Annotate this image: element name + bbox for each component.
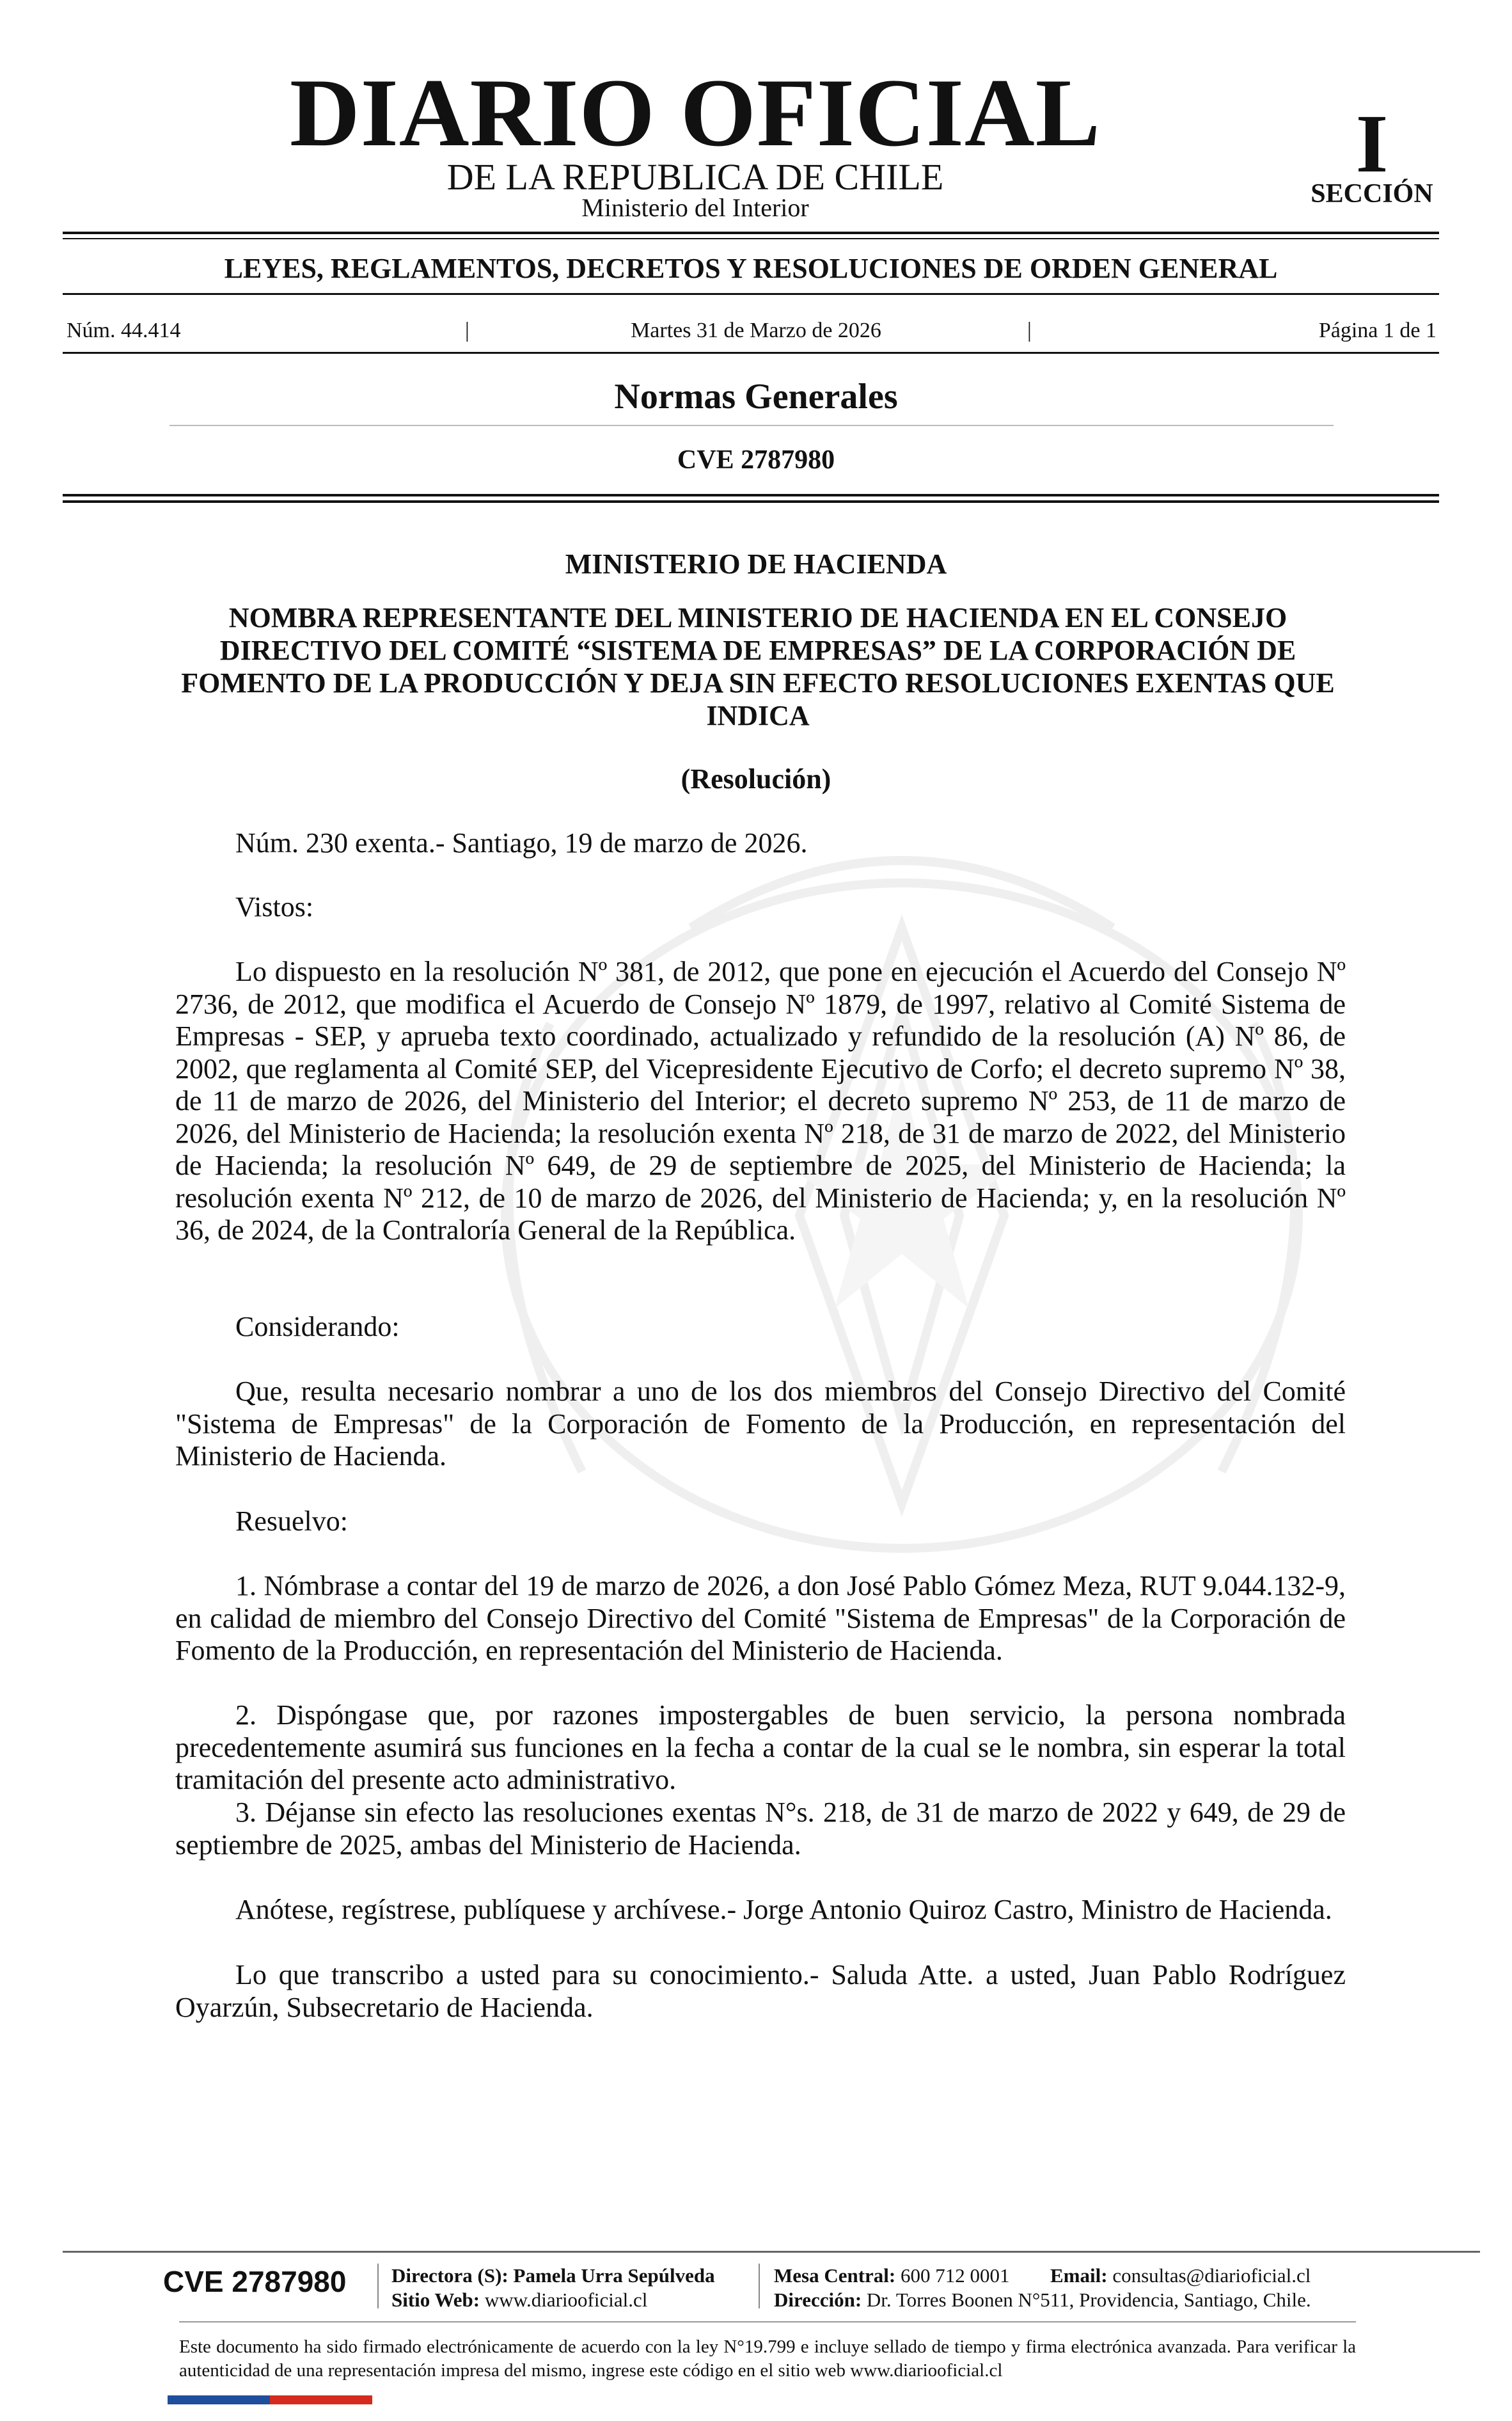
category-band: LEYES, REGLAMENTOS, DECRETOS Y RESOLUCIONES DE ORDEN GENERAL [224,253,1278,284]
considerando-label: Considerando: [235,1311,400,1342]
section-heading-divider [169,425,1334,426]
footer-email [1050,2264,1311,2288]
footer-phone-value: 600 712 0001 [901,2264,1010,2287]
issue-date: Martes 31 de Marzo de 2026 [631,319,881,342]
considerando-paragraph: Que, resulta necesario nombrar a uno de los dos miembros del Consejo Directivo del Comité "Sistema de Empresas" de la Corporación de Fomento de la Producción, en representación del Ministerio de Hacienda. [175,1376,1346,1472]
footer-website [391,2288,647,2312]
resolution-item-2: 2. Dispóngase que, por razones impostergables de buen servicio, la persona nombrada precedentemente asumirá sus funciones en la fecha a contar de la cual se le nombra, sin esperar la total tramitación del presente acto administrativo. [175,1699,1346,1795]
footer-website-label: Sitio Web: [391,2289,480,2311]
masthead-rule-top-thin [63,238,1439,239]
section-label: SECCIÓN [1311,179,1433,209]
footer-phone [774,2264,1010,2288]
meta-separator-2: | [1027,319,1032,342]
footer-email-link[interactable]: consultas@diarioficial.cl [1112,2264,1311,2287]
masthead-subtitle: DE LA REPUBLICA DE CHILE [446,156,944,198]
resuelvo-label: Resuelvo: [235,1505,348,1537]
footer-director-label: Directora (S): [391,2264,508,2287]
footer-note-divider [179,2321,1356,2322]
band-rule [63,293,1439,295]
footer-separator-1 [377,2264,379,2308]
footer-address [774,2288,1311,2312]
header-rule-2 [63,500,1439,503]
meta-separator-1: | [465,319,469,342]
meta-rule [63,352,1439,354]
flag-stripe-red [270,2395,372,2404]
masthead-rule-top [63,232,1439,234]
issue-number: Núm. 44.414 [67,319,181,342]
cve-code: CVE 2787980 [677,445,835,475]
section-number: I [1355,98,1389,190]
resolution-number-line: Núm. 230 exenta.- Santiago, 19 de marzo de 2026. [235,827,808,859]
footer-email-label: Email: [1050,2264,1108,2287]
masthead-ministry: Ministerio del Interior [581,193,809,222]
section-heading: Normas Generales [614,377,898,417]
document-type: (Resolución) [681,763,831,795]
vistos-paragraph: Lo dispuesto en la resolución Nº 381, de 2012, que pone en ejecución el Acuerdo del Consejo Nº 2736, de 2012, que modifica el Acuerdo de Consejo Nº 1879, de 1997, relativo al Comité Sistema de Empresas - SEP, y aprueba texto coordinado, actualizado y refundido de la resolución (A) Nº 86, de 2002, que reglamenta al Comité SEP, del Vicepresidente Ejecutivo de Corfo; el decreto supremo Nº 38, de 11 de marzo de 2026, del Ministerio del Interior; el decreto supremo Nº 253, de 11 de marzo de 2026, del Ministerio de Hacienda; la resolución exenta Nº 218, de 31 de marzo de 2022, del Ministerio de Hacienda; la resolución Nº 649, de 29 de septiembre de 2025, del Ministerio de Hacienda; la resolución exenta Nº 212, de 10 de marzo de 2026, del Ministerio de Hacienda; y, en la resolución Nº 36, de 2024, de la Contraloría General de la República. [175,956,1346,1246]
resolution-item-1: 1. Nómbrase a contar del 19 de marzo de 2026, a don José Pablo Gómez Meza, RUT 9.044.132-9, en calidad de miembro del Consejo Directivo del Comité "Sistema de Empresas" de la Corporación de Fomento de la Producción, en representación del Ministerio de Hacienda. [175,1570,1346,1666]
page-indicator: Página 1 de 1 [1318,319,1437,342]
footer-address-value: Dr. Torres Boonen N°511, Providencia, Santiago, Chile. [866,2289,1311,2311]
document-title: NOMBRA REPRESENTANTE DEL MINISTERIO DE HACIENDA EN EL CONSEJO DIRECTIVO DEL COMITÉ “SISTEMA DE EMPRESAS” DE LA CORPORACIÓN DE FOMENTO DE LA PRODUCCIÓN Y DEJA SIN EFECTO RESOLUCIONES EXENTAS QUE INDICA [181,602,1335,731]
footer-website-link[interactable]: www.diariooficial.cl [484,2289,648,2311]
masthead-title: DIARIO OFICIAL [289,59,1101,166]
footer-cve-code: CVE 2787980 [163,2265,347,2298]
footer-director-value: Pamela Urra Sepúlveda [513,2264,715,2287]
footer-separator-2 [759,2264,760,2308]
footer-director [391,2264,715,2288]
flag-stripe-blue [168,2395,270,2404]
footer-rule [63,2251,1480,2253]
resolution-item-3: 3. Déjanse sin efecto las resoluciones exentas N°s. 218, de 31 de marzo de 2022 y 649, de 29 de septiembre de 2025, ambas del Ministerio de Hacienda. [175,1797,1346,1861]
footer-address-label: Dirección: [774,2289,862,2311]
header-rule-1 [63,494,1439,496]
closing-signature-undersecretary: Lo que transcribo a usted para su conocimiento.- Saluda Atte. a usted, Juan Pablo Rodríguez Oyarzún, Subsecretario de Hacienda. [175,1959,1346,2023]
footer-phone-label: Mesa Central: [774,2264,896,2287]
closing-signature-minister: Anótese, regístrese, publíquese y archívese.- Jorge Antonio Quiroz Castro, Ministro de Hacienda. [235,1894,1332,1925]
ministry-heading: MINISTERIO DE HACIENDA [565,548,947,580]
footer-legal-note: Este documento ha sido firmado electrónicamente de acuerdo con la ley N°19.799 e incluye sellado de tiempo y firma electrónica avanzada. Para verificar la autenticidad de una representación impresa del mismo, ingrese este código en el sitio web www.diariooficial.cl [179,2337,1356,2381]
vistos-label: Vistos: [235,891,314,923]
